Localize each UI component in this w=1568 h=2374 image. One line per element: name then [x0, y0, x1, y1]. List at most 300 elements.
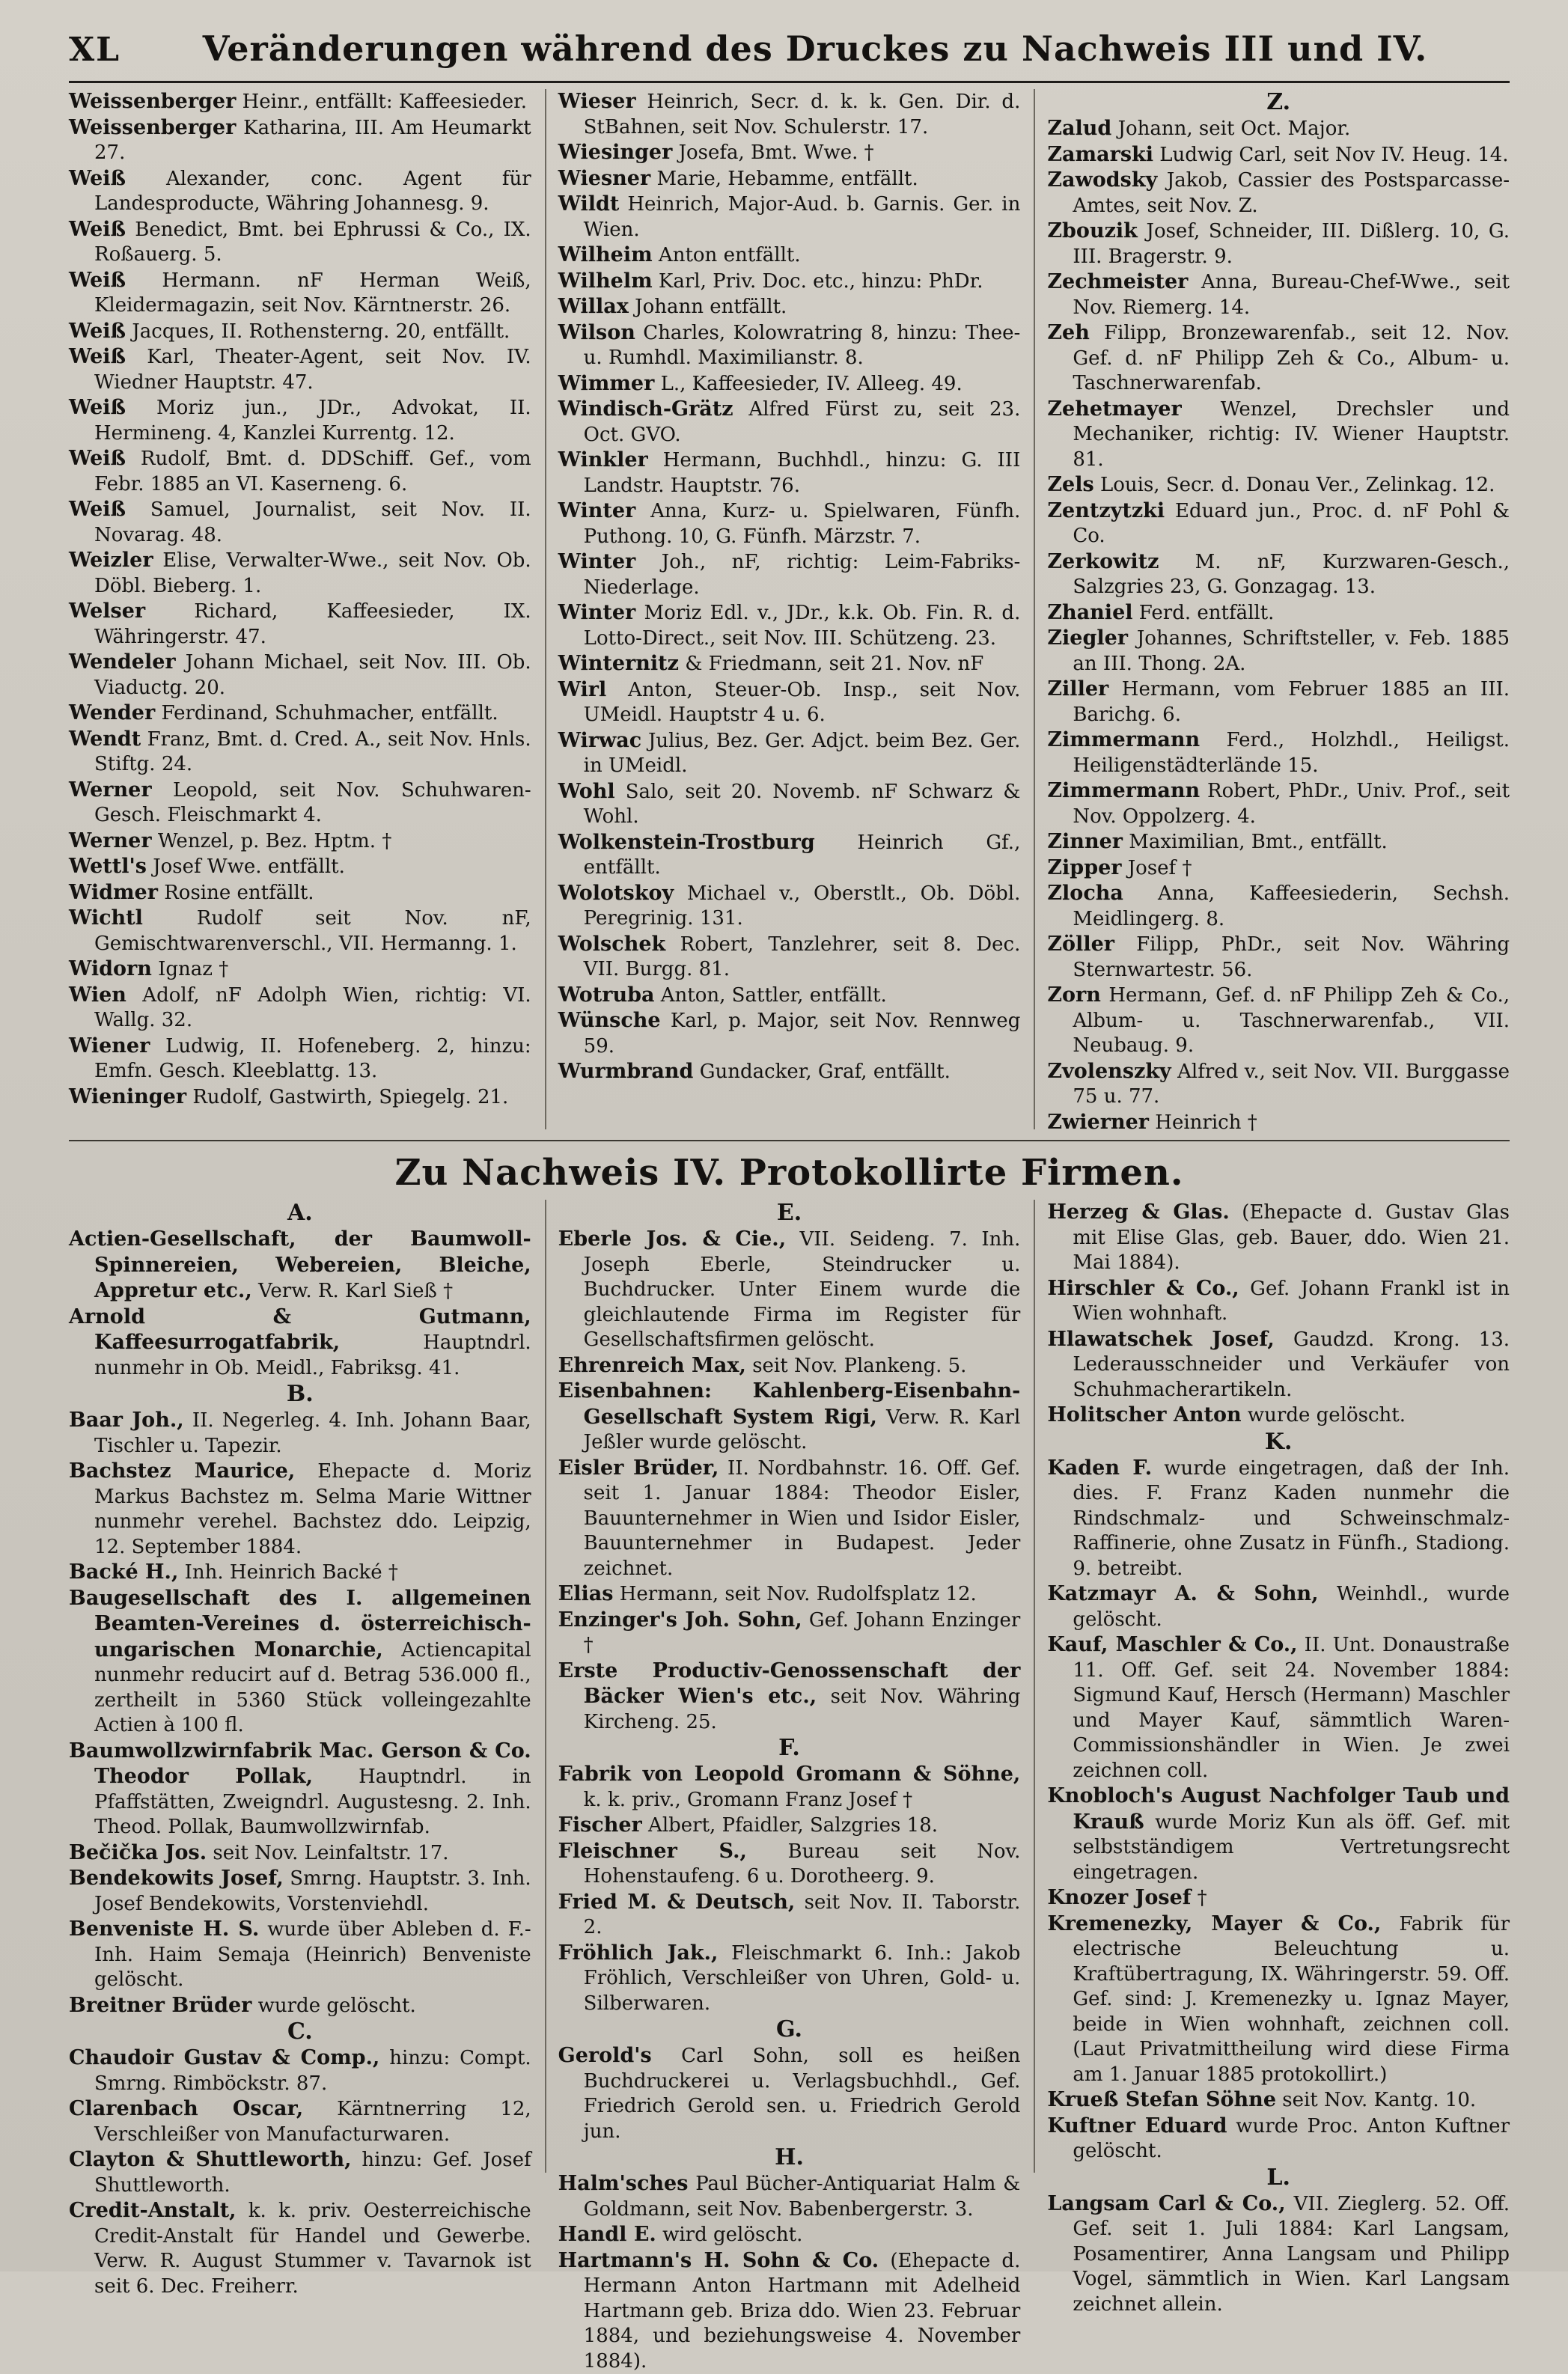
- top-column-3: [1034, 89, 1510, 1129]
- entry-details: k. k. priv. Oesterreichische Credit-Anstalt für Handel und Gewerbe. Verw. R. August Stummer v. Tavarnok ist seit 6. Dec. Freiherr.: [94, 2200, 531, 2298]
- entry-name: Weiß: [69, 269, 126, 292]
- directory-entry: [1047, 219, 1510, 269]
- entry-name: Fröhlich Jak.,: [558, 1941, 719, 1965]
- entry-name: Widmer: [69, 881, 158, 904]
- directory-entry: [558, 549, 1021, 600]
- entry-name: Zimmermann: [1047, 779, 1200, 802]
- bottom-columns: [69, 1200, 1510, 2173]
- entry-name: Kremenezky, Mayer & Co.,: [1047, 1912, 1381, 1935]
- directory-entry: [1047, 1327, 1510, 1403]
- entry-name: Winternitz: [558, 652, 679, 675]
- directory-entry: [69, 446, 531, 497]
- entry-name: Welser: [69, 599, 145, 623]
- directory-entry: [558, 448, 1021, 498]
- entry-name: Wohl: [558, 780, 615, 803]
- entry-details: Ferd. entfällt.: [1133, 602, 1275, 624]
- entry-details: Jacques, II. Rothensterng. 20, entfällt.: [126, 320, 510, 343]
- entry-details: Robert, PhDr., Univ. Prof., seit Nov. Oppolzerg. 4.: [1073, 780, 1510, 828]
- entry-details: Salo, seit 20. Novemb. nF Schwarz & Wohl.: [584, 781, 1021, 829]
- entry-details: Ludwig, II. Hofeneberg. 2, hinzu: Emfn. Gesch. Kleeblattg. 13.: [94, 1035, 531, 1083]
- entry-name: Chaudoir Gustav & Comp.,: [69, 2046, 379, 2069]
- directory-entry: [558, 498, 1021, 549]
- entry-name: Zhaniel: [1047, 601, 1132, 624]
- entry-details: Ferdinand, Schuhmacher, entfällt.: [155, 702, 498, 724]
- entry-name: Wendt: [69, 727, 141, 751]
- entry-name: Zinner: [1047, 830, 1123, 853]
- entry-name: Weissenberger: [69, 90, 236, 113]
- entry-details: M. nF, Kurzwaren-Gesch., Salzgries 23, G. Gonzagag. 13.: [1073, 551, 1510, 599]
- directory-entry: [69, 650, 531, 701]
- entry-name: Wünsche: [558, 1009, 661, 1032]
- entry-details: seit Nov. Leinfaltstr. 17.: [207, 1842, 448, 1864]
- entry-name: Fleischner S.,: [558, 1840, 747, 1863]
- entry-name: Zipper: [1047, 856, 1121, 879]
- entry-name: Zlocha: [1047, 882, 1123, 905]
- entry-details: Maximilian, Bmt., entfällt.: [1123, 831, 1388, 853]
- letter-heading: A.: [69, 1200, 531, 1227]
- directory-entry: [1047, 1632, 1510, 1783]
- entry-name: Zöller: [1047, 933, 1114, 956]
- entry-details: Gundacker, Graf, entfällt.: [693, 1061, 950, 1083]
- entry-name: Halm'sches: [558, 2172, 689, 2195]
- directory-entry: [69, 1560, 531, 1586]
- top-columns: [69, 89, 1510, 1129]
- entry-name: Hirschler & Co.,: [1047, 1277, 1239, 1300]
- directory-entry: [1047, 829, 1510, 855]
- entry-name: Wildt: [558, 192, 620, 216]
- entry-name: Weiß: [69, 447, 126, 470]
- entry-name: Weiß: [69, 396, 126, 419]
- entry-details: Moriz Edl. v., JDr., k.k. Ob. Fin. R. d. Lotto-Direct., seit Nov. III. Schützeng. 23.: [584, 602, 1021, 650]
- entry-details: Hauptndrl. nunmehr in Ob. Meidl., Fabriksg. 41.: [94, 1331, 531, 1379]
- entry-name: Wolotskoy: [558, 882, 674, 905]
- entry-details: Josef, Schneider, III. Dißlerg. 10, G. III. Bragerstr. 9.: [1073, 220, 1510, 268]
- entry-name: Wilson: [558, 321, 635, 344]
- entry-details: Ludwig Carl, seit Nov IV. Heug. 14.: [1153, 144, 1509, 166]
- directory-entry: [69, 344, 531, 395]
- directory-entry: [1047, 269, 1510, 320]
- entry-name: Bachstez Maurice,: [69, 1459, 295, 1483]
- directory-entry: [1047, 600, 1510, 626]
- entry-details: Ignaz †: [152, 958, 228, 980]
- entry-name: Wirwac: [558, 729, 642, 752]
- page-header: [69, 28, 1510, 83]
- entry-details: seit Nov. Kantg. 10.: [1276, 2089, 1476, 2111]
- directory-entry: [1047, 142, 1510, 168]
- entry-details: Karl, Theater-Agent, seit Nov. IV. Wiedner Hauptstr. 47.: [94, 346, 531, 394]
- entry-details: Verw. R. Karl Sieß †: [252, 1280, 453, 1302]
- entry-details: wurde eingetragen, daß der Inh. dies. F. Franz Kaden nunmehr die Rindschmalz- und Schweinschmalz-Raffinerie, ohne Zusatz in Fünfh., Stadiong. 9. betreibt.: [1073, 1457, 1510, 1580]
- directory-entry: [69, 906, 531, 956]
- entry-name: Winter: [558, 550, 636, 573]
- entry-name: Knobloch's August Nachfolger Taub und Krauß: [1047, 1784, 1510, 1834]
- directory-entry: [1047, 397, 1510, 473]
- entry-name: Weiß: [69, 167, 126, 190]
- entry-name: Baar Joh.,: [69, 1409, 184, 1432]
- entry-details: Johann entfällt.: [629, 296, 787, 318]
- entry-name: Eisler Brüder,: [558, 1456, 719, 1480]
- page-title: Veränderungen während des Druckes zu Nachweis III und IV.: [121, 28, 1510, 69]
- entry-details: Samuel, Journalist, seit Nov. II. Novarag. 48.: [94, 498, 531, 546]
- entry-details: Heinrich †: [1149, 1111, 1257, 1134]
- entry-name: Weiß: [69, 498, 126, 521]
- letter-heading: F.: [558, 1735, 1021, 1762]
- directory-entry: [69, 1866, 531, 1917]
- entry-details: Ferd., Holzhdl., Heiligst. Heiligenstädterlände 15.: [1073, 729, 1510, 777]
- directory-entry: [558, 397, 1021, 448]
- entry-details: Actiencapital nunmehr reducirt auf d. Betrag 536.000 fl., zertheilt in 5360 Stück volleingezahlte Actien à 100 fl.: [94, 1639, 531, 1737]
- directory-entry: [558, 1456, 1021, 1582]
- letter-heading: E.: [558, 1200, 1021, 1227]
- entry-name: Werner: [69, 778, 152, 802]
- entry-details: VII. Zieglerg. 52. Off. Gef. seit 1. Juli 1884: Karl Langsam, Posamentirer, Anna Langsam und Philipp Vogel, sämmtlich in Wien. Karl Langsam zeichnet allein.: [1073, 2193, 1510, 2316]
- entry-details: Heinr., entfällt: Kaffeesieder.: [236, 91, 527, 113]
- entry-name: Fischer: [558, 1813, 642, 1837]
- entry-name: Arnold & Gutmann, Kaffeesurrogatfabrik,: [69, 1305, 531, 1355]
- directory-entry: [1047, 727, 1510, 778]
- entry-details: Weinhdl., wurde gelöscht.: [1073, 1583, 1510, 1631]
- directory-entry: [69, 217, 531, 268]
- entry-name: Werner: [69, 829, 152, 852]
- entry-name: Winkler: [558, 448, 648, 472]
- entry-name: Winter: [558, 601, 636, 624]
- entry-name: Katzmayr A. & Sohn,: [1047, 1582, 1318, 1605]
- bottom-column-3: [1034, 1200, 1510, 2173]
- entry-name: Fabrik von Leopold Gromann & Söhne,: [558, 1763, 1021, 1786]
- entry-details: Gef. Johann Frankl ist in Wien wohnhaft.: [1073, 1278, 1510, 1325]
- directory-entry: [558, 2171, 1021, 2222]
- letter-heading: Z.: [1047, 89, 1510, 116]
- entry-details: hinzu: Compt. Smrng. Rimböckstr. 87.: [94, 2047, 531, 2095]
- directory-entry: [1047, 2087, 1510, 2114]
- entry-details: Anton, Steuer-Ob. Insp., seit Nov. UMeidl. Hauptstr 4 u. 6.: [584, 679, 1021, 727]
- entry-name: Langsam Carl & Co.,: [1047, 2192, 1285, 2215]
- directory-entry: [558, 89, 1021, 140]
- directory-entry: [1047, 1911, 1510, 2088]
- entry-details: wird gelöscht.: [656, 2224, 803, 2246]
- entry-name: Holitscher Anton: [1047, 1403, 1241, 1426]
- entry-details: Alfred Fürst zu, seit 23. Oct. GVO.: [584, 398, 1021, 446]
- entry-name: Ziegler: [1047, 626, 1128, 650]
- entry-name: Weizler: [69, 549, 153, 572]
- directory-entry: [558, 1890, 1021, 1941]
- directory-entry: [69, 880, 531, 906]
- directory-entry: [558, 1659, 1021, 1736]
- entry-details: seit Nov. II. Taborstr. 2.: [584, 1891, 1021, 1939]
- entry-name: Zels: [1047, 473, 1093, 496]
- entry-details: Hermann. nF Herman Weiß, Kleidermagazin, seit Nov. Kärntnerstr. 26.: [94, 269, 531, 317]
- directory-entry: [69, 778, 531, 829]
- entry-details: & Friedmann, seit 21. Nov. nF: [679, 653, 983, 675]
- directory-entry: [1047, 1581, 1510, 1632]
- entry-name: Zimmermann: [1047, 728, 1200, 751]
- entry-name: Zeh: [1047, 321, 1090, 344]
- entry-name: Wettl's: [69, 855, 147, 878]
- entry-details: Leopold, seit Nov. Schuhwaren-Gesch. Fleischmarkt 4.: [94, 779, 531, 827]
- entry-name: Zamarski: [1047, 143, 1153, 166]
- directory-entry: [69, 2147, 531, 2198]
- entry-name: Backé H.,: [69, 1560, 178, 1584]
- entry-details: Fleischmarkt 6. Inh.: Jakob Fröhlich, Verschleißer von Uhren, Gold- u. Silberwaren.: [584, 1942, 1021, 2015]
- entry-details: II. Nordbahnstr. 16. Off. Gef. seit 1. Januar 1884: Theodor Eisler, Bauunternehmer in Wien und Isidor Eisler, Bauunternehmer in Budapest. Jeder zeichnet.: [584, 1457, 1021, 1580]
- entry-name: Gerold's: [558, 2044, 652, 2067]
- entry-name: Wolschek: [558, 933, 666, 956]
- entry-name: Wirl: [558, 678, 607, 701]
- entry-name: Wilhelm: [558, 269, 653, 293]
- entry-details: Johannes, Schriftsteller, v. Feb. 1885 an III. Thong. 2A.: [1073, 627, 1510, 675]
- entry-details: †: [1191, 1887, 1206, 1909]
- entry-details: Jakob, Cassier des Postsparcasse-Amtes, seit Nov. Z.: [1073, 169, 1510, 217]
- entry-name: Wiesinger: [558, 141, 673, 164]
- entry-details: II. Negerleg. 4. Inh. Johann Baar, Tischler u. Tapezir.: [94, 1409, 531, 1457]
- entry-details: Eduard jun., Proc. d. nF Pohl & Co.: [1073, 500, 1510, 548]
- entry-details: Heinrich, Major-Aud. b. Garnis. Ger. in Wien.: [584, 193, 1021, 241]
- entry-details: Johann Michael, seit Nov. III. Ob. Viaductg. 20.: [94, 651, 531, 699]
- top-column-1: [69, 89, 531, 1129]
- page-number: XL: [69, 31, 121, 69]
- entry-details: Moriz jun., JDr., Advokat, II. Hermineng. 4, Kanzlei Kurrentg. 12.: [94, 397, 531, 445]
- directory-entry: [69, 956, 531, 983]
- entry-name: Willax: [558, 295, 629, 318]
- entry-details: Ehepacte d. Moriz Markus Bachstez m. Selma Marie Wittner nunmehr verehel. Bachstez ddo. Leipzig, 12. September 1884.: [94, 1460, 531, 1558]
- entry-details: seit Nov. Währing Kircheng. 25.: [584, 1685, 1021, 1733]
- entry-name: Winter: [558, 499, 636, 522]
- entry-details: Fabrik für electrische Beleuchtung u. Kraftübertragung, IX. Währingerstr. 59. Off. Gef. sind: J. Kremenezky u. Ignaz Mayer, beide in Wien wohnhaft, zeichnen coll. (Laut Privatmittheilung wird diese Firma am 1. Januar 1885 protokollirt.): [1073, 1913, 1510, 2086]
- directory-entry: [558, 651, 1021, 677]
- directory-entry: [1047, 1403, 1510, 1429]
- entry-details: Anna, Kurz- u. Spielwaren, Fünfh. Puthong. 10, G. Fünfh. Märzstr. 7.: [584, 500, 1021, 548]
- entry-details: Bureau seit Nov. Hohenstaufeng. 6 u. Dorotheerg. 9.: [584, 1840, 1021, 1888]
- entry-details: Franz, Bmt. d. Cred. A., seit Nov. Hnls. Stiftg. 24.: [94, 728, 531, 776]
- directory-entry: [69, 829, 531, 855]
- entry-name: Windisch-Grätz: [558, 397, 733, 421]
- entry-details: Josef Wwe. entfällt.: [147, 855, 345, 878]
- entry-details: Hermann, Gef. d. nF Philipp Zeh & Co., Album- u. Taschnerwarenfab., VII. Neubaug. 9.: [1073, 984, 1510, 1057]
- entry-details: Heinrich, Secr. d. k. k. Gen. Dir. d. StBahnen, seit Nov. Schulerstr. 17.: [584, 91, 1021, 138]
- entry-name: Knozer Josef: [1047, 1886, 1191, 1909]
- entry-name: Benveniste H. S.: [69, 1917, 259, 1941]
- directory-entry: [1047, 983, 1510, 1059]
- directory-entry: [69, 548, 531, 599]
- directory-entry: [558, 1762, 1021, 1813]
- entry-name: Kaden F.: [1047, 1456, 1152, 1480]
- entry-details: Anna, Bureau-Chef-Wwe., seit Nov. Riemerg. 14.: [1073, 271, 1510, 319]
- directory-entry: [558, 1813, 1021, 1839]
- entry-name: Ehrenreich Max,: [558, 1354, 746, 1377]
- entry-details: Alexander, conc. Agent für Landesproducte, Währing Johannesg. 9.: [94, 168, 531, 216]
- entry-details: Anton, Sattler, entfällt.: [655, 984, 887, 1007]
- directory-entry: [69, 1084, 531, 1111]
- directory-entry: [558, 269, 1021, 295]
- entry-name: Zerkowitz: [1047, 550, 1159, 573]
- entry-name: Handl E.: [558, 2223, 656, 2246]
- entry-name: Wender: [69, 701, 155, 724]
- entry-details: k. k. priv., Gromann Franz Josef †: [584, 1789, 913, 1811]
- directory-entry: [1047, 498, 1510, 549]
- directory-entry: [558, 1379, 1021, 1456]
- letter-heading: B.: [69, 1381, 531, 1408]
- entry-name: Wiener: [69, 1034, 150, 1058]
- entry-details: Smrng. Hauptstr. 3. Inh. Josef Bendekowits, Vorstenviehdl.: [94, 1867, 531, 1915]
- entry-name: Fried M. & Deutsch,: [558, 1891, 796, 1914]
- entry-details: VII. Seideng. 7. Inh. Joseph Eberle, Steindrucker u. Buchdrucker. Unter Einem wurde die gleichlautende Firma im Register für Gesellschaftsfirmen gelöscht.: [584, 1228, 1021, 1351]
- entry-name: Wichtl: [69, 906, 143, 930]
- entry-name: Wien: [69, 983, 126, 1007]
- directory-entry: [69, 727, 531, 778]
- entry-name: Eberle Jos. & Cie.,: [558, 1227, 786, 1251]
- directory-entry: [558, 1059, 1021, 1085]
- entry-name: Actien-Gesellschaft, der Baumwoll-Spinnereien, Webereien, Bleiche, Appretur etc.,: [69, 1227, 531, 1302]
- directory-entry: [69, 319, 531, 345]
- entry-details: Rosine entfällt.: [158, 882, 314, 904]
- directory-entry: [558, 2248, 1021, 2374]
- entry-name: Kuftner Eduard: [1047, 2114, 1227, 2137]
- directory-entry: [1047, 168, 1510, 219]
- directory-entry: [558, 1008, 1021, 1059]
- bottom-column-2: [545, 1200, 1021, 2173]
- entry-details: Robert, Tanzlehrer, seit 8. Dec. VII. Burgg. 81.: [584, 933, 1021, 981]
- letter-heading: G.: [558, 2016, 1021, 2043]
- entry-name: Weissenberger: [69, 116, 236, 139]
- directory-entry: [69, 268, 531, 319]
- directory-entry: [69, 1586, 531, 1739]
- directory-entry: [69, 854, 531, 880]
- entry-name: Wolkenstein-Trostburg: [558, 831, 815, 854]
- directory-entry: [558, 1581, 1021, 1608]
- directory-entry: [1047, 1110, 1510, 1136]
- entry-name: Wendeler: [69, 650, 176, 674]
- directory-entry: [69, 599, 531, 650]
- entry-name: Credit-Anstalt,: [69, 2199, 237, 2222]
- entry-details: seit Nov. Plankeng. 5.: [746, 1355, 966, 1377]
- directory-entry: [69, 1739, 531, 1840]
- entry-details: Filipp, Bronzewarenfab., seit 12. Nov. Gef. d. nF Philipp Zeh & Co., Album- u. Taschnerwarenfab.: [1073, 322, 1510, 394]
- entry-name: Zawodsky: [1047, 168, 1157, 192]
- directory-entry: [558, 166, 1021, 192]
- directory-entry: [558, 728, 1021, 779]
- letter-heading: L.: [1047, 2164, 1510, 2191]
- entry-name: Zehetmayer: [1047, 397, 1181, 421]
- entry-name: Erste Productiv-Genossenschaft der Bäcker Wien's etc.,: [558, 1659, 1021, 1709]
- directory-entry: [558, 2043, 1021, 2144]
- directory-entry: [69, 395, 531, 446]
- entry-name: Wiesner: [558, 167, 651, 190]
- directory-entry: [69, 2198, 531, 2299]
- entry-details: (Ehepacte d. Hermann Anton Hartmann mit Adelheid Hartmann geb. Briza ddo. Wien 23. Februar 1884, und beziehungsweise 4. November 1884).: [584, 2250, 1021, 2373]
- directory-entry: [69, 2096, 531, 2147]
- directory-entry: [69, 1840, 531, 1867]
- directory-entry: [558, 932, 1021, 983]
- entry-details: hinzu: Gef. Josef Shuttleworth.: [94, 2149, 531, 2197]
- letter-heading: H.: [558, 2144, 1021, 2171]
- bottom-column-1: [69, 1200, 531, 2173]
- entry-name: Zalud: [1047, 117, 1111, 140]
- directory-entry: [558, 1353, 1021, 1379]
- directory-entry: [558, 983, 1021, 1009]
- entry-name: Widorn: [69, 957, 152, 980]
- entry-details: Hermann, Buchhdl., hinzu: G. III Landstr. Hauptstr. 76.: [584, 449, 1021, 497]
- directory-entry: [69, 1408, 531, 1459]
- entry-details: Johann, seit Oct. Major.: [1111, 118, 1350, 140]
- entry-details: Richard, Kaffeesieder, IX. Währingerstr. 47.: [94, 600, 531, 648]
- entry-details: Karl, Priv. Doc. etc., hinzu: PhDr.: [653, 270, 983, 293]
- directory-entry: [558, 1227, 1021, 1353]
- directory-entry: [1047, 2114, 1510, 2164]
- directory-entry: [69, 2045, 531, 2096]
- entry-details: Anton entfällt.: [653, 244, 801, 266]
- directory-entry: [558, 1608, 1021, 1659]
- entry-details: Gef. Johann Enzinger †: [584, 1609, 1021, 1657]
- directory-entry: [69, 115, 531, 166]
- directory-entry: [69, 166, 531, 217]
- entry-details: Hauptndrl. in Pfaffstätten, Zweigndrl. Augustesng. 2. Inh. Theod. Pollak, Baumwollzwirnfab.: [94, 1766, 531, 1838]
- entry-name: Zechmeister: [1047, 270, 1188, 293]
- directory-entry: [1047, 116, 1510, 142]
- entry-name: Wieser: [558, 90, 636, 113]
- directory-entry: [558, 192, 1021, 242]
- entry-details: wurde Moriz Kun als öff. Gef. mit selbstständigem Vertretungsrecht eingetragen.: [1073, 1811, 1510, 1884]
- entry-details: Carl Sohn, soll es heißen Buchdruckerei u. Verlagsbuchhdl., Gef. Friedrich Gerold sen. u. Friedrich Gerold jun.: [584, 2045, 1021, 2143]
- section-title: Zu Nachweis IV. Protokollirte Firmen.: [69, 1140, 1510, 1194]
- entry-details: Karl, p. Major, seit Nov. Rennweg 59.: [584, 1010, 1021, 1058]
- entry-name: Wimmer: [558, 372, 655, 395]
- entry-name: Elias: [558, 1582, 614, 1605]
- entry-details: wurde Proc. Anton Kuftner gelöscht.: [1073, 2115, 1510, 2163]
- directory-entry: [1047, 1783, 1510, 1885]
- entry-name: Bendekowits Josef,: [69, 1867, 284, 1890]
- directory-entry: [558, 371, 1021, 397]
- entry-name: Wotruba: [558, 983, 655, 1007]
- entry-details: Katharina, III. Am Heumarkt 27.: [94, 117, 531, 165]
- letter-heading: K.: [1047, 1429, 1510, 1456]
- letter-heading: C.: [69, 2018, 531, 2045]
- directory-entry: [69, 1305, 531, 1382]
- entry-name: Herzeg & Glas.: [1047, 1200, 1229, 1224]
- directory-entry: [558, 779, 1021, 830]
- entry-name: Zvolenszky: [1047, 1060, 1171, 1083]
- entry-details: Verw. R. Karl Jeßler wurde gelöscht.: [584, 1406, 1021, 1454]
- entry-details: wurde gelöscht.: [1242, 1404, 1406, 1426]
- entry-name: Zorn: [1047, 983, 1101, 1007]
- entry-name: Hlawatschek Josef,: [1047, 1328, 1274, 1351]
- entry-details: Hermann, vom Februer 1885 an III. Barichg. 6.: [1073, 678, 1510, 726]
- entry-name: Weiß: [69, 345, 126, 368]
- directory-entry: [1047, 855, 1510, 882]
- entry-name: Clayton & Shuttleworth,: [69, 2148, 352, 2171]
- directory-entry: [1047, 1885, 1510, 1911]
- entry-name: Wieninger: [69, 1085, 186, 1108]
- entry-details: Gaudzd. Krong. 13. Lederausschneider und Verkäufer von Schuhmacherartikeln.: [1073, 1328, 1510, 1401]
- entry-details: wurde gelöscht.: [251, 1995, 415, 2017]
- directory-entry: [558, 294, 1021, 320]
- entry-details: Filipp, PhDr., seit Nov. Währing Sternwartestr. 56.: [1073, 933, 1510, 981]
- directory-entry: [1047, 778, 1510, 829]
- directory-entry: [558, 242, 1021, 269]
- directory-entry: [69, 983, 531, 1034]
- entry-details: L., Kaffeesieder, IV. Alleeg. 49.: [654, 373, 962, 395]
- entry-details: Anna, Kaffeesiederin, Sechsh. Meidlingerg. 8.: [1073, 882, 1510, 930]
- directory-entry: [69, 89, 531, 115]
- directory-entry: [558, 1839, 1021, 1890]
- entry-name: Weiß: [69, 218, 126, 241]
- directory-entry: [558, 140, 1021, 166]
- entry-details: Heinrich Gf., entfällt.: [584, 831, 1021, 879]
- directory-entry: [69, 1034, 531, 1084]
- entry-details: (Ehepacte d. Gustav Glas mit Elise Glas, geb. Bauer, ddo. Wien 21. Mai 1884).: [1073, 1201, 1510, 1274]
- directory-entry: [69, 1993, 531, 2019]
- entry-details: Michael v., Oberstlt., Ob. Döbl. Peregrinig. 131.: [584, 882, 1021, 930]
- directory-entry: [1047, 1456, 1510, 1582]
